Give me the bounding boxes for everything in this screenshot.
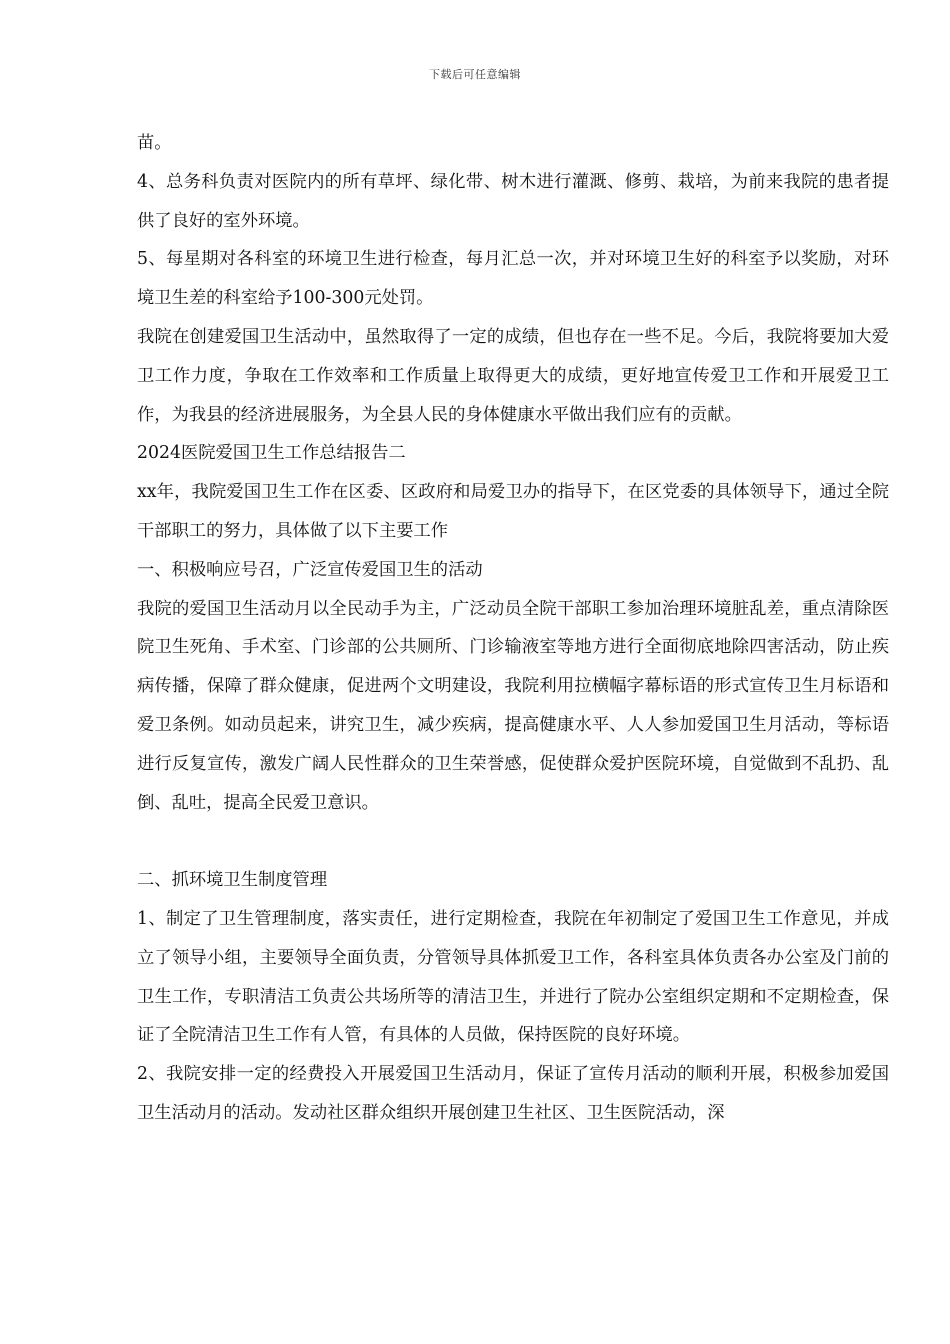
page-header: 下载后可任意编辑 [429, 68, 521, 81]
paragraph-item-5: 5、每星期对各科室的环境卫生进行检查，每月汇总一次，并对环境卫生好的科室予以奖励，对环境卫生差的科室给予100-300元处罚。 [137, 249, 889, 309]
paragraph-item-2: 2、我院安排一定的经费投入开展爱国卫生活动月，保证了宣传月活动的顺利开展，积极参加爱国卫生活动月的活动。发动社区群众组织开展创建卫生社区、卫生医院活动，深 [137, 1064, 889, 1123]
report-title: 2024医院爱国卫生工作总结报告二 [137, 443, 406, 464]
paragraph-intro: xx年，我院爱国卫生工作在区委、区政府和局爱卫办的指导下，在区党委的具体领导下，通过全院干部职工的努力，具体做了以下主要工作 [137, 482, 889, 541]
paragraph-item-4: 4、总务科负责对医院内的所有草坪、绿化带、树木进行灌溉、修剪、栽培，为前来我院的患者提供了良好的室外环境。 [137, 171, 889, 231]
blank-line [137, 822, 889, 861]
section-heading-2: 二、抓环境卫生制度管理 [137, 870, 328, 891]
paragraph-continuation: 苗。 [137, 133, 172, 153]
paragraph-conclusion: 我院在创建爱国卫生活动中，虽然取得了一定的成绩，但也存在一些不足。今后，我院将要加大爱卫工作力度，争取在工作效率和工作质量上取得更大的成绩，更好地宣传爱卫工作和开展爱卫工作，为我县的经济进展服务，为全县人民的身体健康水平做出我们应有的贡献。 [137, 326, 889, 425]
section-heading-1: 一、积极响应号召，广泛宣传爱国卫生的活动 [137, 559, 483, 580]
document-body [137, 124, 889, 1133]
paragraph-section-1: 我院的爱国卫生活动月以全民动手为主，广泛动员全院干部职工参加治理环境脏乱差，重点清除医院卫生死角、手术室、门诊部的公共厕所、门诊输液室等地方进行全面彻底地除四害活动，防止疾病传播，保障了群众健康，促进两个文明建设，我院利用拉横幅字幕标语的形式宣传卫生月标语和爱卫条例。如动员起来，讲究卫生，减少疾病，提高健康水平、人人参加爱国卫生月活动，等标语进行反复宣传，激发广阔人民性群众的卫生荣誉感，促使群众爱护医院环境，自觉做到不乱扔、乱倒、乱吐，提高全民爱卫意识。 [137, 598, 889, 813]
paragraph-item-1: 1、制定了卫生管理制度，落实责任，进行定期检查，我院在年初制定了爱国卫生工作意见，并成立了领导小组，主要领导全面负责，分管领导具体抓爱卫工作，各科室具体负责各办公室及门前的卫生工作，专职清洁工负责公共场所等的清洁卫生，并进行了院办公室组织定期和不定期检查，保证了全院清洁卫生工作有人管，有具体的人员做，保持医院的良好环境。 [137, 908, 889, 1046]
